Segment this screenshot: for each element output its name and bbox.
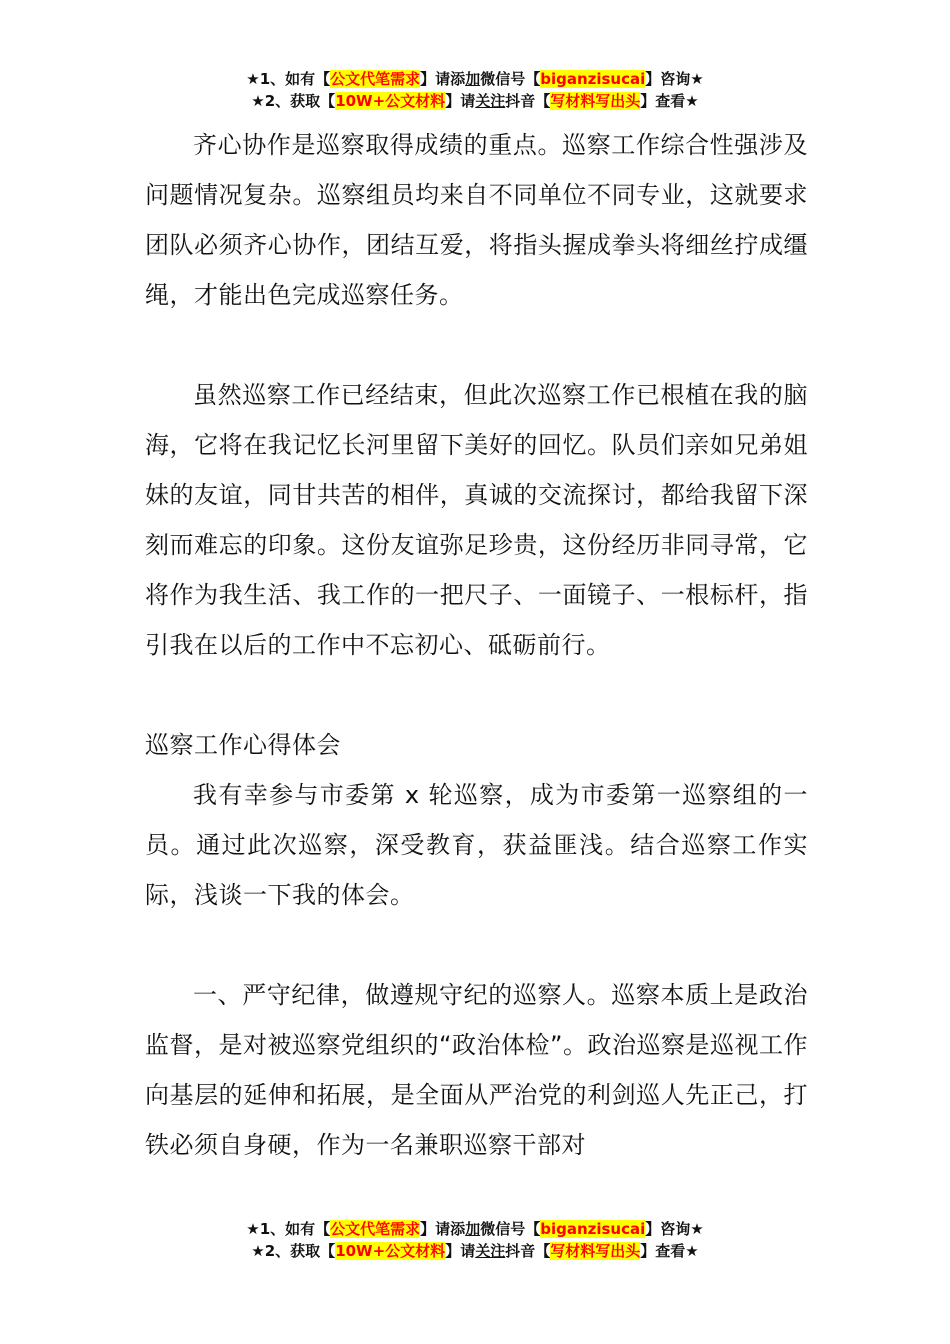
highlight-wechat-id: biganzisucai (540, 1220, 646, 1238)
banner-line-1: ★1、如有【公文代笔需求】请添加微信号【biganzisucai】咨询★ (246, 1220, 704, 1238)
paragraph-discipline: 一、严守纪律，做遵规守纪的巡察人。巡察本质上是政治监督，是对被巡察党组织的“政治体检”。政治巡察是巡视工作向基层的延伸和拓展，是全面从严治党的利剑巡人先正己，打铁必须自身硬，作为一名兼职巡察干部对 (145, 981, 808, 1159)
header-banner (0, 68, 950, 112)
highlight-douyin-account: 写材料写出头 (550, 1242, 641, 1260)
paragraph-intro: 我有幸参与市委第 x 轮巡察，成为市委第一巡察组的一员。通过此次巡察，深受教育，获益匪浅。结合巡察工作实际，浅谈一下我的体会。 (145, 781, 808, 909)
banner-line-2: ★2、获取【10W+公文材料】请关注抖音【写材料写出头】查看★ (251, 92, 699, 110)
highlight-douyin-account: 写材料写出头 (550, 92, 641, 110)
document-body (145, 120, 808, 1170)
banner-line-2: ★2、获取【10W+公文材料】请关注抖音【写材料写出头】查看★ (251, 1242, 699, 1260)
paragraph-memories: 虽然巡察工作已经结束，但此次巡察工作已根植在我的脑海，它将在我记忆长河里留下美好的回忆。队员们亲如兄弟姐妹的友谊，同甘共苦的相伴，真诚的交流探讨，都给我留下深刻而难忘的印象。这份友谊弥足珍贵，这份经历非同寻常，它将作为我生活、我工作的一把尺子、一面镜子、一根标杆，指引我在以后的工作中不忘初心、砥砺前行。 (145, 381, 808, 659)
footer-banner (0, 1218, 950, 1262)
paragraph-spacer (145, 670, 808, 720)
highlight-wechat-id: biganzisucai (540, 70, 646, 88)
paragraph-spacer (145, 320, 808, 370)
highlight-service: 公文代笔需求 (330, 70, 421, 88)
paragraph-spacer (145, 920, 808, 970)
highlight-materials: 10W+公文材料 (335, 92, 446, 110)
paragraph-teamwork: 齐心协作是巡察取得成绩的重点。巡察工作综合性强涉及问题情况复杂。巡察组员均来自不同单位不同专业，这就要求团队必须齐心协作，团结互爱，将指头握成拳头将细丝拧成缰绳，才能出色完成巡察任务。 (145, 131, 808, 309)
section-title: 巡察工作心得体会 (145, 731, 341, 759)
highlight-materials: 10W+公文材料 (335, 1242, 446, 1260)
banner-line-1: ★1、如有【公文代笔需求】请添加微信号【biganzisucai】咨询★ (246, 70, 704, 88)
highlight-service: 公文代笔需求 (330, 1220, 421, 1238)
